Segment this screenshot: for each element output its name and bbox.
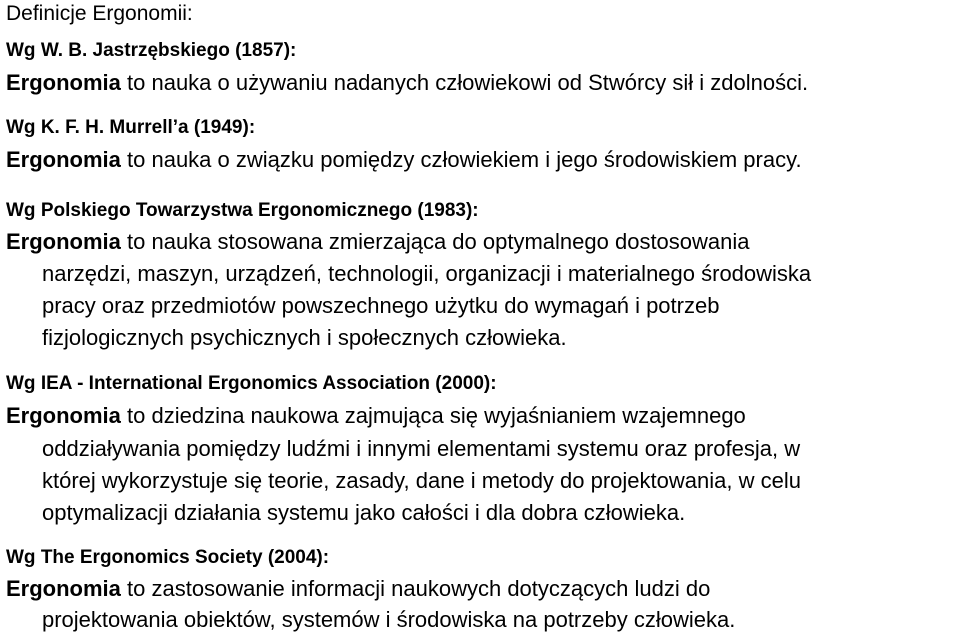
page-title: Definicje Ergonomii: xyxy=(6,2,193,25)
definition-source-pte: Wg Polskiego Towarzystwa Ergonomicznego (1983): xyxy=(6,200,479,221)
definition-term: Ergonomia xyxy=(6,576,121,601)
definition-term: Ergonomia xyxy=(6,70,121,95)
definition-text-ergonomics-society xyxy=(6,576,710,602)
definition-line: to dziedzina naukowa zajmująca się wyjaśnianiem wzajemnego xyxy=(120,403,746,428)
definition-text-murrell xyxy=(6,147,802,173)
definition-line: narzędzi, maszyn, urządzeń, technologii, organizacji i materialnego środowiska xyxy=(42,261,812,286)
definition-line: fizjologicznych psychicznych i społecznych człowieka. xyxy=(42,325,567,350)
definition-term: Ergonomia xyxy=(6,147,121,172)
definition-source-murrell: Wg K. F. H. Murrell’a (1949): xyxy=(6,117,256,138)
definition-source-jastrzebski: Wg W. B. Jastrzębskiego (1857): xyxy=(6,40,297,61)
definition-source-iea: Wg IEA - International Ergonomics Association (2000): xyxy=(6,373,497,394)
definition-source-ergonomics-society: Wg The Ergonomics Society (2004): xyxy=(6,547,330,568)
definition-line: to nauka o związku pomiędzy człowiekiem i jego środowiskiem pracy. xyxy=(120,147,802,172)
definition-line: projektowania obiektów, systemów i środowiska na potrzeby człowieka. xyxy=(42,607,736,632)
definition-term: Ergonomia xyxy=(6,403,121,428)
definition-text-pte xyxy=(6,229,750,255)
definition-line: pracy oraz przedmiotów powszechnego użytku do wymagań i potrzeb xyxy=(42,293,720,318)
definition-term: Ergonomia xyxy=(6,229,121,254)
definition-line: to nauka o używaniu nadanych człowiekowi od Stwórcy sił i zdolności. xyxy=(120,70,809,95)
definition-line: to nauka stosowana zmierzająca do optymalnego dostosowania xyxy=(120,229,750,254)
definition-line: oddziaływania pomiędzy ludźmi i innymi elementami systemu oraz profesja, w xyxy=(42,436,801,461)
definition-line: optymalizacji działania systemu jako całości i dla dobra człowieka. xyxy=(42,500,686,525)
definition-text-iea xyxy=(6,403,746,429)
definition-text-jastrzebski xyxy=(6,70,808,96)
definition-line: to zastosowanie informacji naukowych dotyczących ludzi do xyxy=(120,576,711,601)
definition-line: której wykorzystuje się teorie, zasady, dane i metody do projektowania, w celu xyxy=(42,468,801,493)
